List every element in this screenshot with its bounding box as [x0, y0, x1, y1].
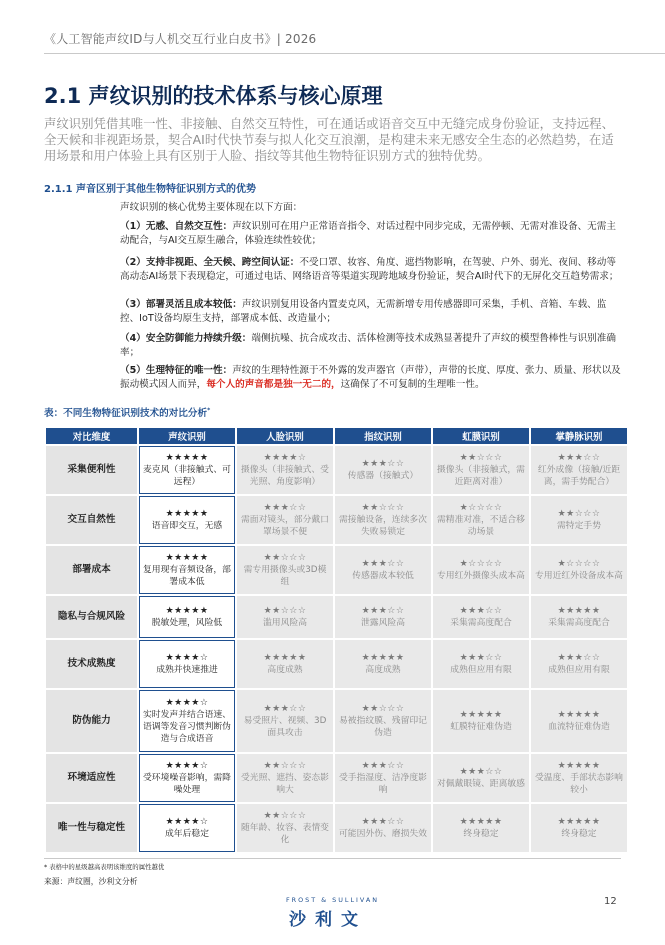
table-footnote: * 表格中的星级越高表明该维度的属性越优: [44, 863, 165, 871]
cell-text: 采集需高度配合: [548, 618, 610, 628]
star-rating: ★★☆☆☆: [263, 761, 307, 771]
table-cell: [237, 546, 333, 594]
table-cell: [433, 690, 529, 752]
star-rating: ★★★★☆: [165, 817, 209, 827]
subsection-heading: 2.1.1 声音区别于其他生物特征识别方式的优势: [44, 184, 256, 195]
cell-text: 摄像头（非接触式，需近距离对准）: [437, 465, 525, 487]
star-rating: ★★★★★: [165, 606, 209, 616]
table-cell: [531, 446, 627, 494]
table-cell: [433, 596, 529, 638]
table-cell: [335, 596, 431, 638]
star-rating: ★★★★★: [165, 509, 209, 519]
advantage-title: （2）支持非视距、全天候、跨空间认证：: [120, 257, 300, 268]
advantages-lead: 声纹识别的核心优势主要体现在以下方面：: [120, 202, 303, 213]
row-label: 防伪能力: [46, 690, 137, 752]
table-cell: [531, 690, 627, 752]
cell-text: 需特定手势: [557, 521, 601, 531]
header-dimension: 对比维度: [46, 428, 137, 444]
star-rating: ★★★★★: [165, 553, 209, 563]
advantage-title: （5）生理特征的唯一性：: [120, 365, 233, 376]
running-header: 《人工智能声纹ID与人机交互行业白皮书》| 2026: [44, 32, 317, 46]
cell-text: 血流特征难伪造: [548, 722, 610, 732]
cell-text: 麦克风（非接触式、可远程）: [143, 465, 231, 487]
cell-text: 随年龄、妆容、表情变化: [241, 823, 329, 845]
cell-text: 成熟但应用有限: [450, 665, 512, 675]
cell-text: 需精准对准，不适合移动场景: [437, 515, 525, 537]
table-cell: [139, 496, 235, 544]
cell-text: 脱敏处理，风险低: [151, 618, 223, 628]
cell-text: 传感器成本较低: [352, 571, 414, 581]
cell-text: 高度成熟: [267, 665, 303, 675]
row-label: 交互自然性: [46, 496, 137, 544]
page-number: 12: [604, 896, 617, 907]
table-row: [46, 690, 627, 752]
star-rating: ★★★★☆: [165, 761, 209, 771]
table-caption: [44, 405, 210, 419]
star-rating: ★★☆☆☆: [361, 704, 405, 714]
table-cell: [335, 546, 431, 594]
cell-text: 受光照、遮挡、姿态影响大: [241, 773, 329, 795]
table-cell: [433, 446, 529, 494]
advantage-text-tail: 这确保了不可复制的生理唯一性。: [340, 379, 485, 391]
table-cell: [335, 446, 431, 494]
source-note: 来源：声纹圈，沙利文分析: [44, 877, 138, 886]
star-rating: ★★★★★: [459, 710, 503, 720]
star-rating: ★★★★☆: [263, 453, 307, 463]
header-voiceprint: 声纹识别: [139, 428, 235, 444]
cell-text: 受环境噪音影响，需降噪处理: [143, 773, 231, 795]
cell-text: 终身稳定: [463, 829, 499, 839]
advantage-title: （4）安全防御能力持续升级：: [120, 333, 252, 344]
star-rating: ★★★☆☆: [557, 453, 601, 463]
star-rating: ★☆☆☆☆: [459, 503, 503, 513]
cell-text: 红外成像（接触/近距离，需手势配合）: [537, 465, 621, 487]
star-rating: ★★☆☆☆: [459, 453, 503, 463]
advantage-text: 声纹的生理特性源于不外露的发声器官（声带），声带的长度、厚度、张力、质量、形状以及振动模式因人而异，: [120, 365, 621, 391]
advantage-item-2: [120, 256, 622, 285]
star-rating: ★★★☆☆: [557, 653, 601, 663]
table-cell: [531, 804, 627, 852]
cell-text: 易受照片、视频、3D面具攻击: [243, 716, 327, 738]
table-row: [46, 446, 627, 494]
cell-text: 易被指纹膜、残留印记伪造: [339, 716, 427, 738]
star-rating: ★★★☆☆: [459, 653, 503, 663]
star-rating: ★★★☆☆: [361, 459, 405, 469]
cell-text: 受温度、手部状态影响较小: [535, 773, 623, 795]
star-rating: ★★★★★: [361, 653, 405, 663]
cell-text: 受手指湿度、洁净度影响: [339, 773, 427, 795]
table-row: [46, 754, 627, 802]
table-cell: [335, 640, 431, 688]
cell-text: 采集需高度配合: [450, 618, 512, 628]
advantage-text: 声纹识别可在用户正常语音指令、对话过程中同步完成，无需停顿、无需对准设备、无需主动配合，与AI交互原生融合，体验连续性较优；: [120, 221, 616, 247]
table-cell: [433, 754, 529, 802]
brand-logo: 沙利文: [289, 910, 367, 930]
table-cell: [531, 754, 627, 802]
star-rating: ★★★★☆: [165, 698, 209, 708]
advantage-item-4: [120, 332, 622, 361]
table-cell: [237, 496, 333, 544]
table-cell: [237, 596, 333, 638]
cell-text: 实时发声并结合语速、语调等发音习惯判断伪造与合成语音: [143, 710, 231, 744]
section-title: 2.1 声纹识别的技术体系与核心原理: [44, 84, 383, 108]
star-rating: ★★★☆☆: [263, 704, 307, 714]
table-row: [46, 546, 627, 594]
comparison-table: [44, 426, 629, 854]
table-caption-text: 表：不同生物特征识别技术的对比分析: [44, 408, 208, 419]
star-rating: ★★★★★: [557, 606, 601, 616]
table-caption-mark: *: [207, 406, 211, 414]
star-rating: ★★☆☆☆: [263, 553, 307, 563]
star-rating: ★★★☆☆: [459, 606, 503, 616]
section-intro: 声纹识别凭借其唯一性、非接触、自然交互特性，可在通话或语音交互中无缝完成身份验证，支持远程、全天候和非视距场景，契合AI时代快节奏与拟人化交互浪潮，是构建未来无感安全生态的必然趋势，在适用场景和用户体验上具有区别于人脸、指纹等其他生物特征识别方式的独特优势。: [44, 116, 614, 163]
table-row: [46, 640, 627, 688]
cell-text: 需专用摄像头或3D模组: [243, 565, 327, 587]
table-cell: [139, 596, 235, 638]
highlight-text: 每个人的声音都是独一无二的，: [206, 379, 341, 391]
star-rating: ★★☆☆☆: [263, 606, 307, 616]
brand-logo-small: FROST & SULLIVAN: [286, 896, 380, 904]
header-palm-vein: 掌静脉识别: [531, 428, 627, 444]
cell-text: 虹膜特征难伪造: [450, 722, 512, 732]
cell-text: 成熟并快速推进: [156, 665, 218, 675]
row-label: 采集便利性: [46, 446, 137, 494]
cell-text: 传感器（接触式）: [347, 471, 419, 481]
star-rating: ★★★☆☆: [361, 761, 405, 771]
advantage-title: （1）无感、自然交互性：: [120, 221, 233, 232]
star-rating: ★★★★★: [557, 710, 601, 720]
table-cell: [433, 496, 529, 544]
row-label: 技术成熟度: [46, 640, 137, 688]
row-label: 唯一性与稳定性: [46, 804, 137, 852]
table-cell: [335, 754, 431, 802]
table-cell: [237, 446, 333, 494]
star-rating: ★★★★☆: [165, 653, 209, 663]
star-rating: ★★★☆☆: [459, 767, 503, 777]
cell-text: 对佩戴眼镜、距离敏感: [437, 779, 525, 789]
table-cell: [433, 804, 529, 852]
table-cell: [237, 804, 333, 852]
star-rating: ★★★★★: [459, 817, 503, 827]
cell-text: 成年后稳定: [165, 829, 209, 839]
cell-text: 专用近红外设备成本高: [535, 571, 623, 581]
star-rating: ★★★☆☆: [361, 559, 405, 569]
table-cell: [531, 496, 627, 544]
cell-text: 滥用风险高: [263, 618, 307, 628]
star-rating: ★★☆☆☆: [361, 503, 405, 513]
header-face: 人脸识别: [237, 428, 333, 444]
cell-text: 摄像头（非接触式、受光照、角度影响）: [241, 465, 329, 487]
advantage-text: 不受口罩、妆容、角度、遮挡物影响，在驾驶、户外、弱光、夜间、移动等高动态AI场景下表现稳定，可通过电话、网络语音等渠道实现跨地域身份验证，契合AI时代下的无屏化交互趋势需求；: [120, 257, 619, 283]
table-cell: [139, 546, 235, 594]
table-header-row: [46, 428, 627, 444]
header-rule: [44, 53, 665, 54]
table-cell: [139, 446, 235, 494]
advantage-text: 端侧抗噪、抗合成攻击、活体检测等技术成熟显著提升了声纹的模型鲁棒性与识别准确率；: [120, 333, 616, 359]
star-rating: ★★★★★: [165, 453, 209, 463]
table-cell: [139, 640, 235, 688]
cell-text: 可能因外伤、磨损失效: [339, 829, 427, 839]
table-cell: [237, 640, 333, 688]
row-label: 隐私与合规风险: [46, 596, 137, 638]
advantage-item-1: [120, 220, 622, 249]
cell-text: 泄露风险高: [361, 618, 405, 628]
cell-text: 需面对镜头，部分戴口罩场景不便: [241, 515, 329, 537]
advantage-title: （3）部署灵活且成本较低：: [120, 299, 242, 310]
cell-text: 复用现有音频设备，部署成本低: [143, 565, 231, 587]
table-cell: [139, 804, 235, 852]
table-cell: [531, 546, 627, 594]
star-rating: ★☆☆☆☆: [459, 559, 503, 569]
table-cell: [139, 754, 235, 802]
star-rating: ★★★★★: [557, 761, 601, 771]
table-cell: [531, 640, 627, 688]
advantage-item-5: [120, 364, 622, 393]
table-row: [46, 596, 627, 638]
cell-text: 高度成熟: [365, 665, 401, 675]
header-iris: 虹膜识别: [433, 428, 529, 444]
advantage-item-3: [120, 298, 622, 327]
row-label: 部署成本: [46, 546, 137, 594]
table-cell: [335, 690, 431, 752]
cell-text: 语音即交互，无感: [151, 521, 223, 531]
table-row: [46, 496, 627, 544]
footer-rule: [44, 858, 621, 859]
row-label: 环境适应性: [46, 754, 137, 802]
table-cell: [335, 804, 431, 852]
star-rating: ★★★☆☆: [263, 503, 307, 513]
cell-text: 专用红外摄像头成本高: [437, 571, 525, 581]
table-cell: [531, 596, 627, 638]
star-rating: ★★★★★: [263, 653, 307, 663]
table-cell: [433, 640, 529, 688]
table-cell: [139, 690, 235, 752]
advantage-text: 声纹识别复用设备内置麦克风，无需新增专用传感器即可采集，手机、音箱、车载、监控、IoT设备均原生支持，部署成本低、改造量小；: [120, 299, 607, 325]
star-rating: ★★☆☆☆: [263, 811, 307, 821]
table-cell: [237, 754, 333, 802]
star-rating: ★☆☆☆☆: [557, 559, 601, 569]
cell-text: 终身稳定: [561, 829, 597, 839]
header-fingerprint: 指纹识别: [335, 428, 431, 444]
star-rating: ★★☆☆☆: [557, 509, 601, 519]
table-row: [46, 804, 627, 852]
table-cell: [237, 690, 333, 752]
star-rating: ★★★☆☆: [361, 606, 405, 616]
table-cell: [433, 546, 529, 594]
table-cell: [335, 496, 431, 544]
star-rating: ★★★★★: [557, 817, 601, 827]
cell-text: 需接触设备，连续多次失败易锁定: [339, 515, 427, 537]
star-rating: ★★★☆☆: [361, 817, 405, 827]
cell-text: 成熟但应用有限: [548, 665, 610, 675]
